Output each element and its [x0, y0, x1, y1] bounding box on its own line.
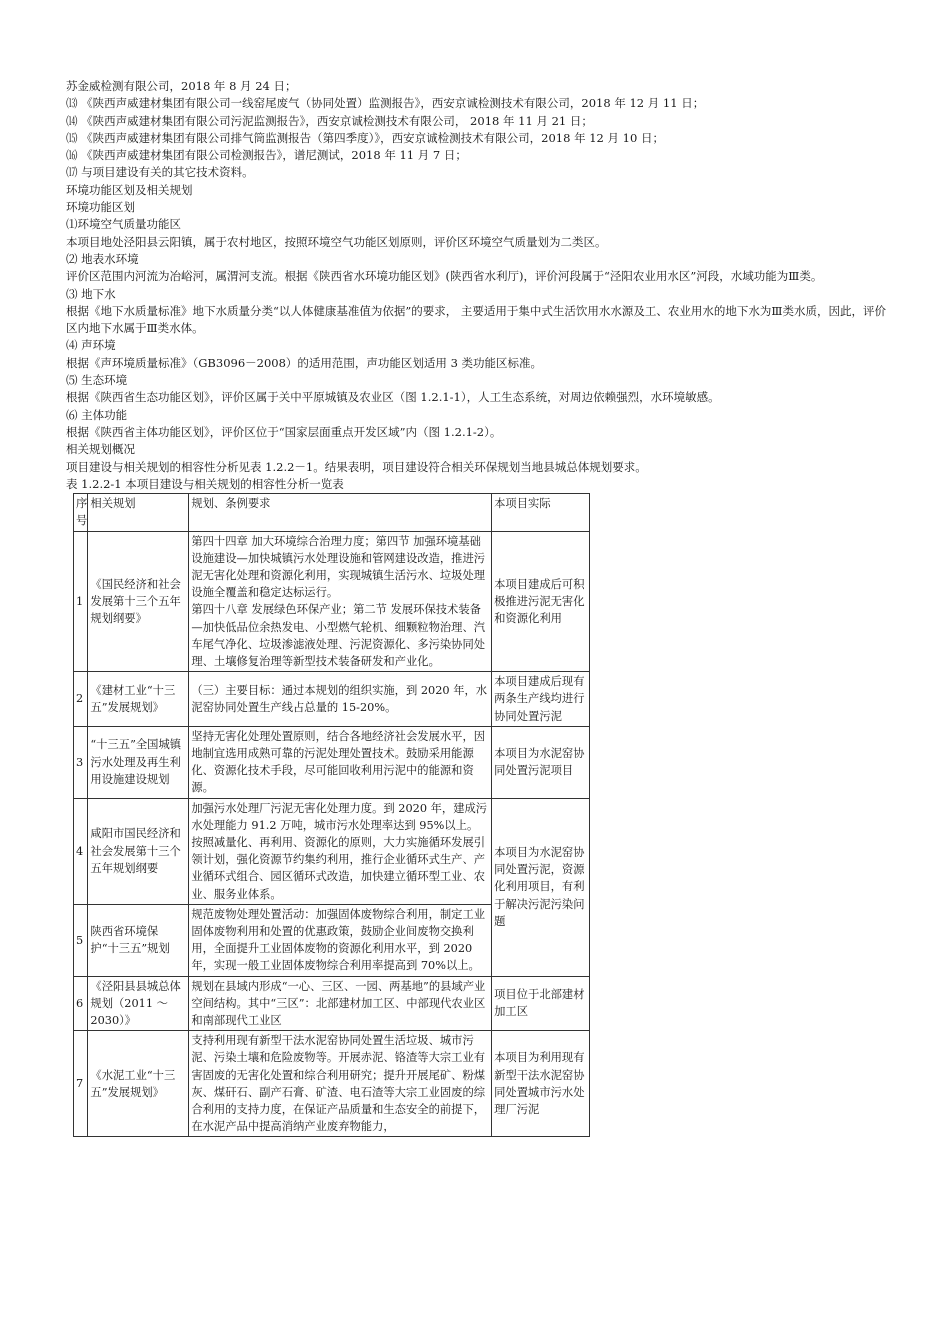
reference-13: ⒀ 《陕西声威建材集团有限公司一线窑尾废气（协同处置）监测报告》，西安京诚检测技术有限公司，2018 年 12 月 11 日；	[66, 96, 705, 111]
reference-15: ⒂ 《陕西声威建材集团有限公司排气筒监测报告（第四季度）》，西安京诚检测技术有限公司，2018 年 12 月 10 日；	[66, 130, 664, 145]
row-plan: 咸阳市国民经济和社会发展第十三个五年规划纲要	[88, 798, 189, 904]
reference-16: ⒃ 《陕西声威建材集团有限公司检测报告》，谱尼测试，2018 年 11 月 7 日；	[66, 148, 467, 163]
requirement-text: 支持利用现有新型干法水泥窑协同处置生活垃圾、城市污泥、污染土壤和危险废物等。开展赤泥、铬渣等大宗工业有害固废的无害化处置和综合利用研究；提升开展尾矿、粉煤灰、煤矸石、副产石膏、矿渣、电石渣等大宗工业固废的综合利用的支持力度，在保证产品质量和生态安全的前提下，在水泥产品中提高消纳产业废弃物能力，	[191, 1034, 486, 1134]
paragraph: 根据《地下水质量标准》地下水质量分类“以人体健康基准值为依据”的要求， 主要适用于集中式生活饮用水水源及工、农业用水的地下水为Ⅲ类水质，因此，评价区内地下水属于Ⅲ类水体。	[66, 303, 886, 336]
row-requirement	[189, 672, 492, 727]
row-plan: 陕西省环境保护“十三五”规划	[88, 904, 189, 976]
row-requirement	[189, 798, 492, 904]
row-requirement	[189, 904, 492, 976]
header-requirement: 规划、条例要求	[189, 494, 492, 531]
table-row	[74, 531, 590, 672]
header-no: 序号	[74, 494, 88, 531]
row-actual: 本项目建成后可积极推进污泥无害化和资源化利用	[492, 531, 590, 672]
row-actual: 本项目建成后现有两条生产线均进行协同处置污泥	[492, 672, 590, 727]
item-heading: ⑹ 主体功能	[66, 407, 128, 422]
item-heading: ⑸ 生态环境	[66, 373, 128, 388]
row-requirement	[189, 976, 492, 1031]
header-plan: 相关规划	[88, 494, 189, 531]
item-heading: ⑴环境空气质量功能区	[66, 217, 181, 232]
document-body	[66, 78, 886, 476]
table-row	[74, 798, 590, 904]
table-header-row	[74, 494, 590, 531]
row-requirement	[189, 531, 492, 672]
row-no: 1	[74, 531, 88, 672]
row-plan: 《建材工业“十三五”发展规划》	[88, 672, 189, 727]
item-heading: ⑶ 地下水	[66, 286, 116, 301]
reference-14: ⒁ 《陕西声威建材集团有限公司污泥监测报告》，西安京诚检测技术有限公司， 2018 年 11 月 21 日；	[66, 113, 593, 128]
row-actual: 本项目为水泥窑协同处置污泥，资源化利用项目，有利于解决污泥污染问题	[492, 798, 590, 976]
row-plan: 《水泥工业“十三五”发展规划》	[88, 1031, 189, 1137]
paragraph: 根据《陕西省生态功能区划》，评价区属于关中平原城镇及农业区（图 1.2.1-1），人工生态系统，对周边依赖强烈，水环境敏感。	[66, 390, 720, 405]
subsection-heading: 环境功能区划	[66, 200, 135, 215]
paragraph: 根据《声环境质量标准》（GB3096－2008）的适用范围，声功能区划适用 3 类功能区标准。	[66, 355, 543, 370]
row-no: 4	[74, 798, 88, 904]
requirement-text: 第四十八章 发展绿色环保产业；第二节 发展环保技术装备—加快低品位余热发电、小型燃气轮机、细颗粒物治理、汽车尾气净化、垃圾渗滤液处理、污泥资源化、多污染协同处理、土壤修复治理等新型技术装备研发和产业化。	[191, 603, 486, 668]
paragraph: 项目建设与相关规划的相容性分析见表 1.2.2－1。结果表明，项目建设符合相关环保规划当地县城总体规划要求。	[66, 459, 647, 474]
table-row	[74, 726, 590, 798]
requirement-text: 按照减量化、再利用、资源化的原则，大力实施循环发展引领计划，强化资源节约集约利用，推行企业循环式生产、产业循环式组合、园区循环式改造，加快建立循环型工业、农业、服务业体系。	[191, 835, 486, 901]
paragraph: 本项目地处泾阳县云阳镇，属于农村地区，按照环境空气功能区划原则，评价区环境空气质量划为二类区。	[66, 234, 607, 249]
row-plan: “十三五”全国城镇污水处理及再生利用设施建设规划	[88, 726, 189, 798]
row-requirement	[189, 726, 492, 798]
paragraph: 根据《陕西省主体功能区划》，评价区位于“国家层面重点开发区域”内（图 1.2.1-2）。	[66, 424, 502, 439]
row-no: 7	[74, 1031, 88, 1137]
row-actual: 本项目为水泥窑协同处置污泥项目	[492, 726, 590, 798]
header-actual: 本项目实际	[492, 494, 590, 531]
requirement-text: 规范废物处理处置活动：加强固体废物综合利用，制定工业固体废物利用和处置的优惠政策，鼓励企业间废物交换利用，全面提升工业固体废物的资源化利用水平，到 2020 年，实现一般工业固体废物综合利用率提高到 70%以上。	[191, 907, 486, 973]
requirement-text: 坚持无害化处理处置原则，结合各地经济社会发展水平，因地制宜选用成熟可靠的污泥处理处置技术。鼓励采用能源化、资源化技术手段，尽可能回收利用污泥中的能源和资源。	[191, 729, 486, 795]
row-requirement	[189, 1031, 492, 1137]
row-no: 5	[74, 904, 88, 976]
subsection-heading: 相关规划概况	[66, 442, 135, 457]
requirement-text: （三）主要目标：通过本规划的组织实施，到 2020 年，水泥窑协同处置生产线占总量的 15-20%。	[191, 683, 488, 714]
row-no: 3	[74, 726, 88, 798]
requirement-text: 规划在县域内形成“一心、三区、一园、两基地”的县域产业空间结构。其中“三区”：北部建材加工区、中部现代农业区和南部现代工业区	[191, 979, 486, 1028]
planning-compatibility-table	[73, 493, 590, 1137]
section-heading: 环境功能区划及相关规划	[66, 182, 193, 197]
document-page	[66, 78, 886, 1137]
item-heading: ⑵ 地表水环境	[66, 251, 139, 266]
requirement-text: 第四十四章 加大环境综合治理力度；第四节 加强环境基础设施建设—加快城镇污水处理设施和管网建设改造，推进污泥无害化处理和资源化利用，实现城镇生活污水、垃圾处理设施全覆盖和稳定达标运行。	[191, 534, 486, 600]
table-caption: 表 1.2.2-1 本项目建设与相关规划的相容性分析一览表	[66, 476, 344, 491]
row-actual: 项目位于北部建材加工区	[492, 976, 590, 1031]
item-heading: ⑷ 声环境	[66, 338, 116, 353]
row-plan: 《国民经济和社会发展第十三个五年规划纲要》	[88, 531, 189, 672]
row-plan: 《泾阳县县城总体规划（2011 ～2030）》	[88, 976, 189, 1031]
table-row	[74, 672, 590, 727]
row-actual: 本项目为利用现有新型干法水泥窑协同处置城市污水处理厂污泥	[492, 1031, 590, 1137]
requirement-text: 加强污水处理厂污泥无害化处理力度。到 2020 年，建成污水处理能力 91.2 万吨，城市污水处理率达到 95%以上。	[191, 801, 488, 832]
row-no: 2	[74, 672, 88, 727]
table-row	[74, 976, 590, 1031]
paragraph-line: 苏金威检测有限公司，2018 年 8 月 24 日；	[66, 79, 297, 93]
table-row	[74, 1031, 590, 1137]
paragraph: 评价区范围内河流为冶峪河，属渭河支流。根据《陕西省水环境功能区划》(陕西省水利厅)，评价河段属于“泾阳农业用水区”河段，水域功能为Ⅲ类。	[66, 269, 823, 284]
row-no: 6	[74, 976, 88, 1031]
reference-17: ⒄ 与项目建设有关的其它技术资料。	[66, 165, 254, 180]
